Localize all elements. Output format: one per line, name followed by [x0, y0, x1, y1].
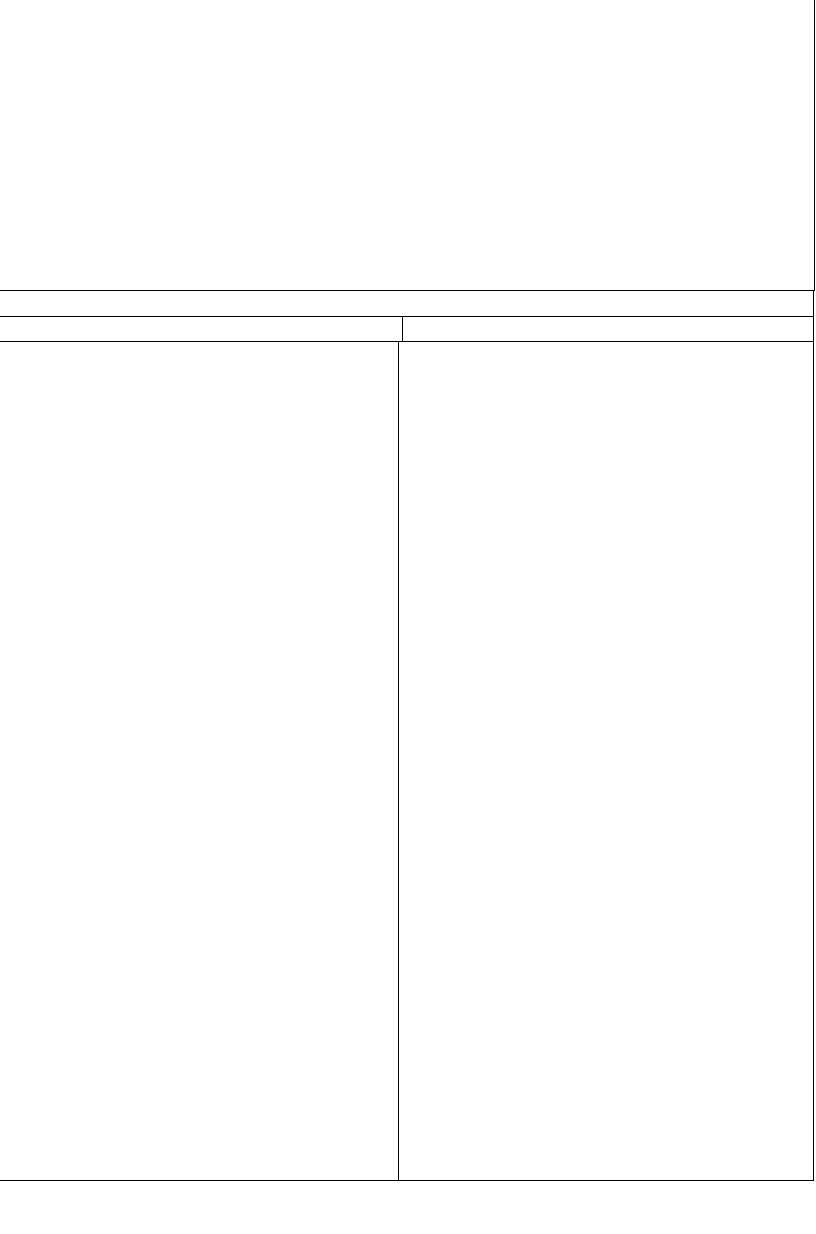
equipment-list-block	[0, 0, 815, 291]
methodical-support-table	[0, 291, 814, 1181]
table-body-row	[0, 342, 814, 1181]
teacher-resources-cell	[0, 342, 399, 1180]
table-column-headers	[0, 317, 814, 342]
table-title	[0, 291, 814, 317]
student-resources-cell	[399, 342, 814, 1180]
column-header-students	[403, 317, 814, 341]
column-header-teacher	[0, 317, 403, 341]
